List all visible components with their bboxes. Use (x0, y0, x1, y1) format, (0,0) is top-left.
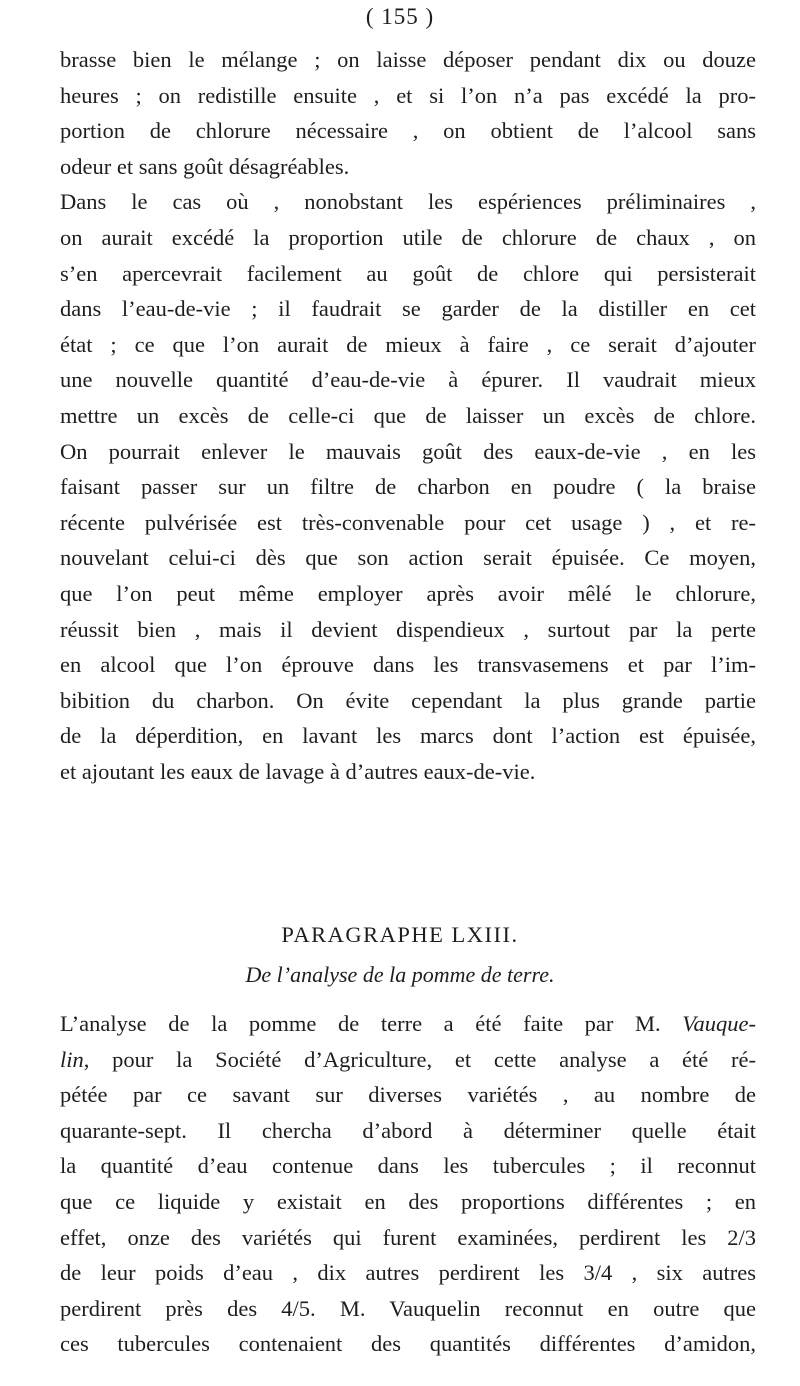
text-line: s’en apercevrait facilement au goût de chlore qui persisterait (60, 260, 756, 286)
text-line: heures ; on redistille ensuite , et si l’on n’a pas excédé la pro- (60, 82, 756, 108)
text-line: ces tubercules contenaient des quantités différentes d’amidon, (60, 1331, 756, 1357)
text-line: On pourrait enlever le mauvais goût des eaux-de-vie , en les (60, 438, 756, 464)
text-line: que ce liquide y existait en des proportions différentes ; en (60, 1188, 756, 1214)
text-line: on aurait excédé la proportion utile de chlorure de chaux , on (60, 224, 756, 250)
text-line: en alcool que l’on éprouve dans les transvasemens et par l’im- (60, 652, 756, 678)
paragraph-heading: PARAGRAPHE LXIII. (281, 922, 519, 947)
body-text-part1 (60, 42, 756, 789)
text-line: bibition du charbon. On évite cependant la plus grande partie (60, 687, 756, 713)
text-line: état ; ce que l’on aurait de mieux à faire , ce serait d’ajouter (60, 331, 756, 357)
text-line: nouvelant celui-ci dès que son action serait épuisée. Ce moyen, (60, 545, 756, 571)
text-line: la quantité d’eau contenue dans les tubercules ; il reconnut (60, 1153, 756, 1179)
page-number: ( 155 ) (365, 4, 435, 29)
text-line: pétée par ce savant sur diverses variétés , au nombre de (60, 1082, 756, 1108)
text-line: effet, onze des variétés qui furent examinées, perdirent les 2/3 (60, 1224, 756, 1250)
text-line: et ajoutant les eaux de lavage à d’autres eaux-de-vie. (60, 758, 536, 784)
text-line: portion de chlorure nécessaire , on obtient de l’alcool sans (60, 118, 756, 144)
text-line: de la déperdition, en lavant les marcs dont l’action est épuisée, (60, 723, 756, 749)
author-name-italic: Vauque- (682, 1011, 756, 1036)
text-line: faisant passer sur un filtre de charbon en poudre ( la braise (60, 474, 756, 500)
text-line: récente pulvérisée est très-convenable pour cet usage ) , et re- (60, 509, 756, 535)
section-title: De l’analyse de la pomme de terre. (245, 962, 555, 987)
text-line: que l’on peut même employer après avoir mêlé le chlorure, (60, 580, 756, 606)
text-line: quarante-sept. Il chercha d’abord à déterminer quelle était (60, 1117, 756, 1143)
text-line: perdirent près des 4/5. M. Vauquelin reconnut en outre que (60, 1295, 756, 1321)
text-line: lin, pour la Société d’Agriculture, et cette analyse a été ré- (60, 1046, 756, 1072)
text-line: odeur et sans goût désagréables. (60, 153, 350, 179)
text-line: réussit bien , mais il devient dispendieux , surtout par la perte (60, 616, 756, 642)
text-line: brasse bien le mélange ; on laisse déposer pendant dix ou douze (60, 47, 756, 72)
text-line: L’analyse de la pomme de terre a été faite par M. Vauque- (60, 1011, 756, 1036)
text-line: Dans le cas où , nonobstant les espériences préliminaires , (60, 189, 756, 215)
text-line: de leur poids d’eau , dix autres perdirent les 3/4 , six autres (60, 1260, 756, 1286)
text-line: mettre un excès de celle-ci que de laisser un excès de chlore. (60, 402, 756, 428)
author-name-italic: lin (60, 1046, 84, 1072)
body-text-part2 (60, 1006, 756, 1362)
text-line: dans l’eau-de-vie ; il faudrait se garder de la distiller en cet (60, 296, 756, 322)
text-line: une nouvelle quantité d’eau-de-vie à épurer. Il vaudrait mieux (60, 367, 756, 393)
